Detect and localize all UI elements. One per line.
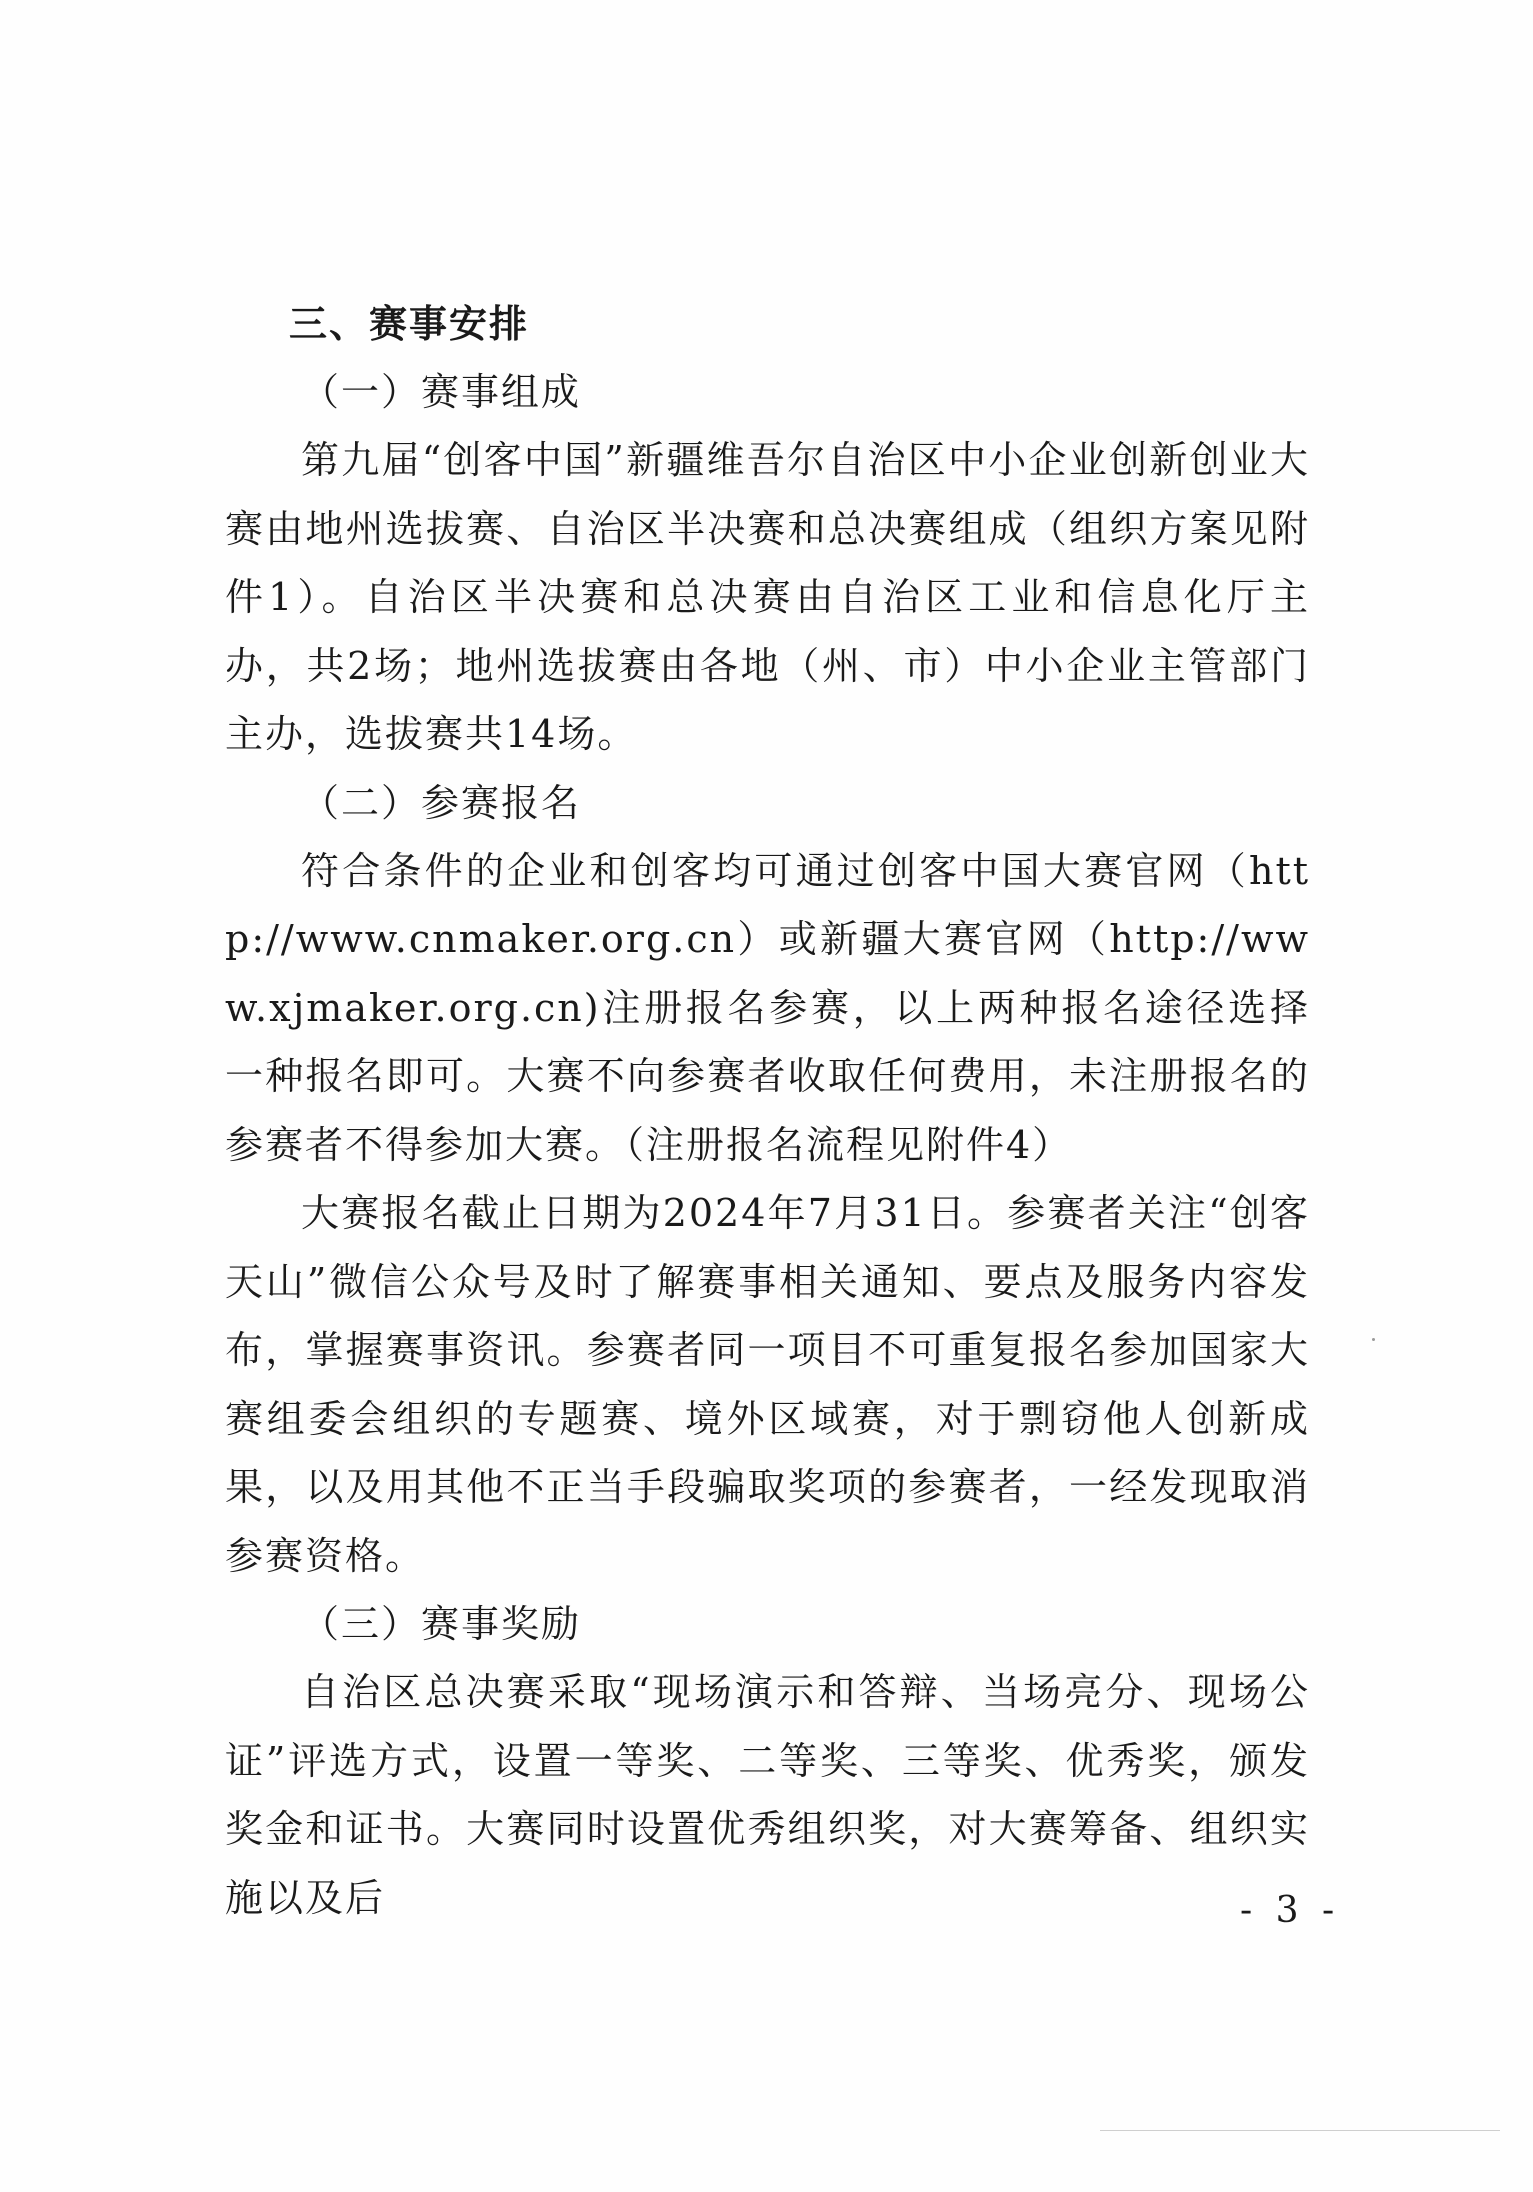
scan-artifact-dot	[1372, 1338, 1375, 1341]
section-heading: 三、赛事安排	[289, 302, 530, 346]
subsection-title-registration: （二）参赛报名	[301, 780, 582, 825]
subsection-title-awards: （三）赛事奖励	[301, 1602, 582, 1646]
paragraph-composition: 第九届“创客中国”新疆维吾尔自治区中小企业创新创业大赛由地州选拔赛、自治区半决赛和总决赛组成（组织方案见附件1）。自治区半决赛和总决赛由自治区工业和信息化厅主办，共2场；地州选拔赛由各地（州、市）中小企业主管部门主办，选拔赛共14场。	[225, 438, 1310, 756]
paragraph-awards: 自治区总决赛采取“现场演示和答辩、当场亮分、现场公证”评选方式，设置一等奖、二等奖、三等奖、优秀奖，颁发奖金和证书。大赛同时设置优秀组织奖，对大赛筹备、组织实施以及后	[225, 1670, 1310, 1920]
document-body	[225, 290, 1310, 1932]
paragraph-deadline: 大赛报名截止日期为2024年7月31日。参赛者关注“创客天山”微信公众号及时了解赛事相关通知、要点及服务内容发布，掌握赛事资讯。参赛者同一项目不可重复报名参加国家大赛组委会组织的专题赛、境外区域赛，对于剽窃他人创新成果，以及用其他不正当手段骗取奖项的参赛者，一经发现取消参赛资格。	[225, 1191, 1310, 1578]
page-number: - 3 -	[1240, 1890, 1341, 1931]
paragraph-registration: 符合条件的企业和创客均可通过创客中国大赛官网（http://www.cnmaker.org.cn）或新疆大赛官网（http://www.xjmaker.org.cn)注册报名参赛，以上两种报名途径选择一种报名即可。大赛不向参赛者收取任何费用，未注册报名的参赛者不得参加大赛。（注册报名流程见附件4）	[225, 848, 1310, 1167]
subsection-title-composition: （一）赛事组成	[301, 370, 582, 414]
scan-artifact-line	[1100, 2130, 1500, 2131]
